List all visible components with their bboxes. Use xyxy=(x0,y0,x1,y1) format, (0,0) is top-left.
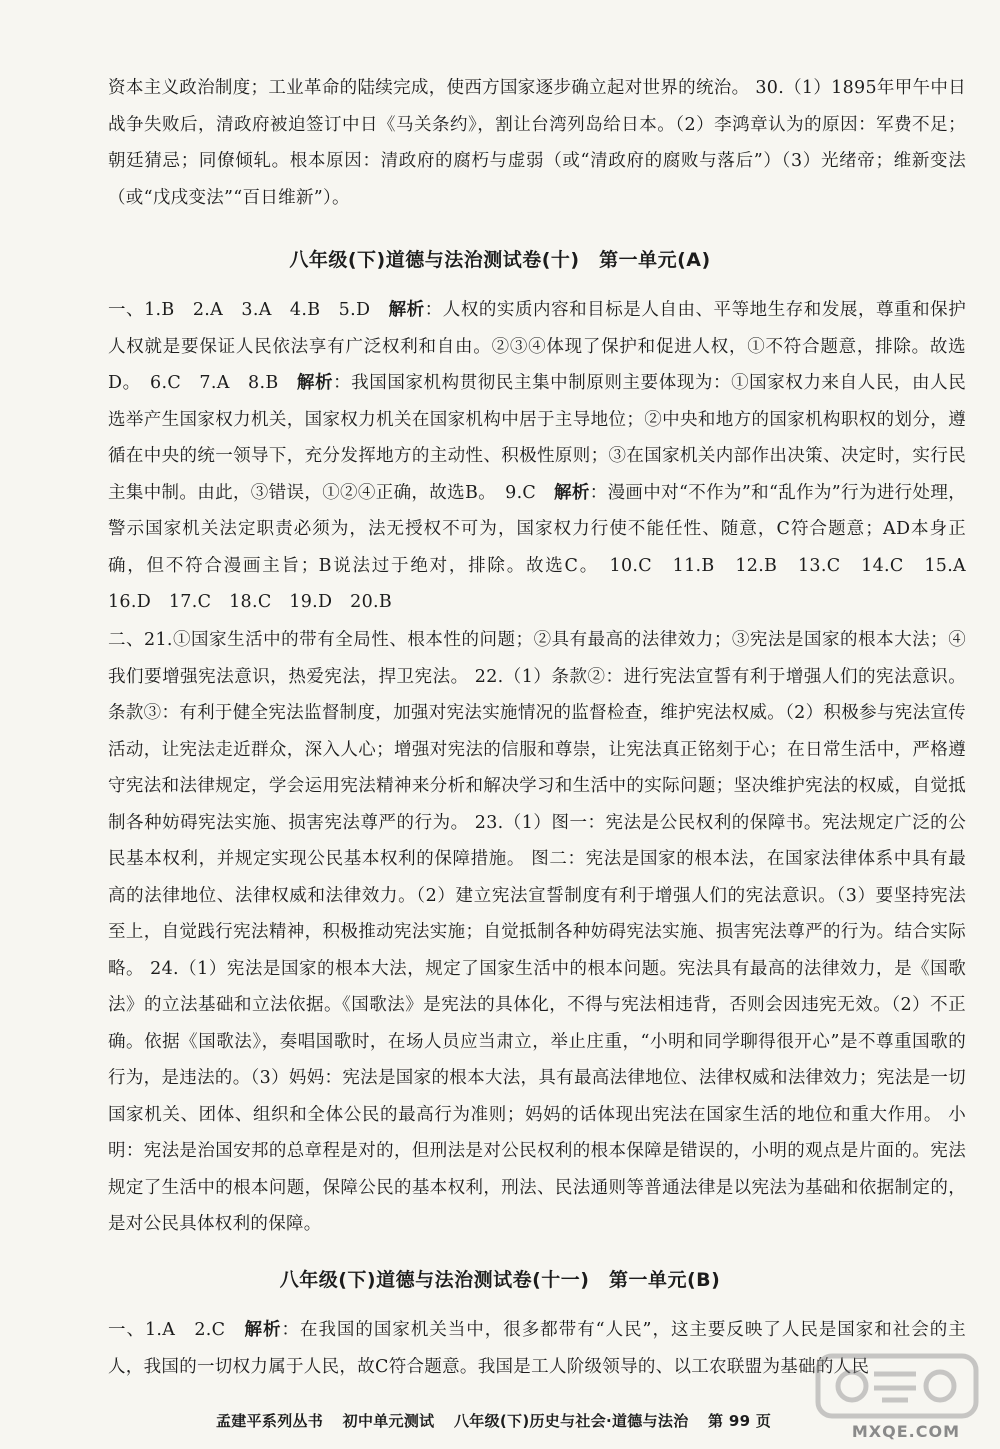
jiexi-label: 解析 xyxy=(388,300,425,320)
part1-answers: 一、1.B 2.A 3.A 4.B 5.D xyxy=(108,300,389,320)
footer-page-number: 第 99 页 xyxy=(708,1412,772,1430)
section1-part1 xyxy=(108,292,984,621)
watermark-text: MXQE.COM xyxy=(851,1422,960,1441)
jiexi-label: 解析 xyxy=(554,482,590,503)
part1-answers: 一、1.A 2.C xyxy=(108,1320,245,1340)
footer-subject: 八年级(下)历史与社会·道德与法治 xyxy=(453,1412,689,1430)
jiexi-text: ：人权的实质内容和目标是人自由、平等地生存和发展，尊重和保护人权就是要保证人民依法享有广泛权利和自由。②③④体现了保护和促进人权，①不符合题意，排除。故选D。 6.C 7.A 8.B xyxy=(108,300,966,393)
jiexi-label: 解析 xyxy=(296,373,334,393)
jiexi-label: 解析 xyxy=(244,1320,282,1340)
jiexi-text: ：我国国家机构贯彻民主集中制原则主要体现为：①国家权力来自人民，由人民选举产生国家权力机关，国家权力机关在国家机构中居于主导地位；②中央和地方的国家机构职权的划分，遵循在中央的统一领导下，充分发挥地方的主动性、积极性原则；③在国家机关内部作出决策、决定时，实行民主集中制。由此，③错误，①②④正确，故选B。 9.C xyxy=(108,373,966,503)
page-footer xyxy=(216,1410,776,1431)
intro-paragraph: 资本主义政治制度；工业革命的陆续完成，使西方国家逐步确立起对世界的统治。 30.（1）1895年甲午中日战争失败后，清政府被迫签订中日《马关条约》，割让台湾列岛给日本。（2）李鸿章认为的原因：军费不足；朝廷猜忌；同僚倾轧。根本原因：清政府的腐朽与虚弱（或“清政府的腐败与落后”）（3）光绪帝；维新变法（或“戊戌变法”“百日维新”）。 xyxy=(108,78,966,208)
footer-series: 孟建平系列丛书 xyxy=(216,1412,324,1430)
jiexi-text: ：漫画中对“不作为”和“乱作为”行为进行处理，警示国家机关法定职责必须为，法无授权不可为，国家权力行使不能任性、随意，C符合题意；AD本身正确，但不符合漫画主旨；B说法过于绝对，排除。故选C。 10.C 11.B 12.B 13.C 14.C 15.A 16.D 17.C 18.C 19.D 20.B xyxy=(108,482,984,612)
section-title-test-11: 八年级(下)道德与法治测试卷(十一) 第一单元(B) xyxy=(279,1269,721,1291)
jiexi-text: ：在我国的国家机关当中，很多都带有“人民”，这主要反映了人民是国家和社会的主人，我国的一切权力属于人民，故C符合题意。我国是工人阶级领导的、以工农联盟为基础的人民 xyxy=(108,1320,966,1377)
footer-book: 初中单元测试 xyxy=(342,1412,435,1430)
section-title-test-10: 八年级(下)道德与法治测试卷(十) 第一单元(A) xyxy=(289,249,711,271)
section1-part2: 二、21.①国家生活中的带有全局性、根本性的问题；②具有最高的法律效力；③宪法是国家的根本大法；④我们要增强宪法意识，热爱宪法，捍卫宪法。 22.（1）条款②：进行宪法宣誓有利于增强人们的宪法意识。 条款③：有利于健全宪法监督制度，加强对宪法实施情况的监督检查，维护宪法权威。（2）积极参与宪法宣传活动，让宪法走近群众，深入人心；增强对宪法的信服和尊崇，让宪法真正铭刻于心；在日常生活中，严格遵守宪法和法律规定，学会运用宪法精神来分析和解决学习和生活中的实际问题；坚决维护宪法的权威，自觉抵制各种妨碍宪法实施、损害宪法尊严的行为。 23.（1）图一：宪法是公民权利的保障书。宪法规定广泛的公民基本权利，并规定实现公民基本权利的保障措施。 图二：宪法是国家的根本法，在国家法律体系中具有最高的法律地位、法律权威和法律效力。（2）建立宪法宣誓制度有利于增强人们的宪法意识。（3）要坚持宪法至上，自觉践行宪法精神，积极推动宪法实施；自觉抵制各种妨碍宪法实施、损害宪法尊严的行为。结合实际略。 24.（1）宪法是国家的根本大法，规定了国家生活中的根本问题。宪法具有最高的法律效力，是《国歌法》的立法基础和立法依据。《国歌法》是宪法的具体化，不得与宪法相违背，否则会因违宪无效。（2）不正确。依据《国歌法》，奏唱国歌时，在场人员应当肃立，举止庄重，“小明和同学聊得很开心”是不尊重国歌的行为，是违法的。（3）妈妈：宪法是国家的根本大法，具有最高法律地位、法律权威和法律效力；宪法是一切国家机关、团体、组织和全体公民的最高行为准则；妈妈的话体现出宪法在国家生活的地位和重大作用。 小明：宪法是治国安邦的总章程是对的，但刑法是对公民权利的根本保障是错误的，小明的观点是片面的。宪法规定了生活中的根本问题，保障公民的基本权利，刑法、民法通则等普通法律是以宪法为基础和依据制定的，是对公民具体权利的保障。 xyxy=(108,630,966,1234)
